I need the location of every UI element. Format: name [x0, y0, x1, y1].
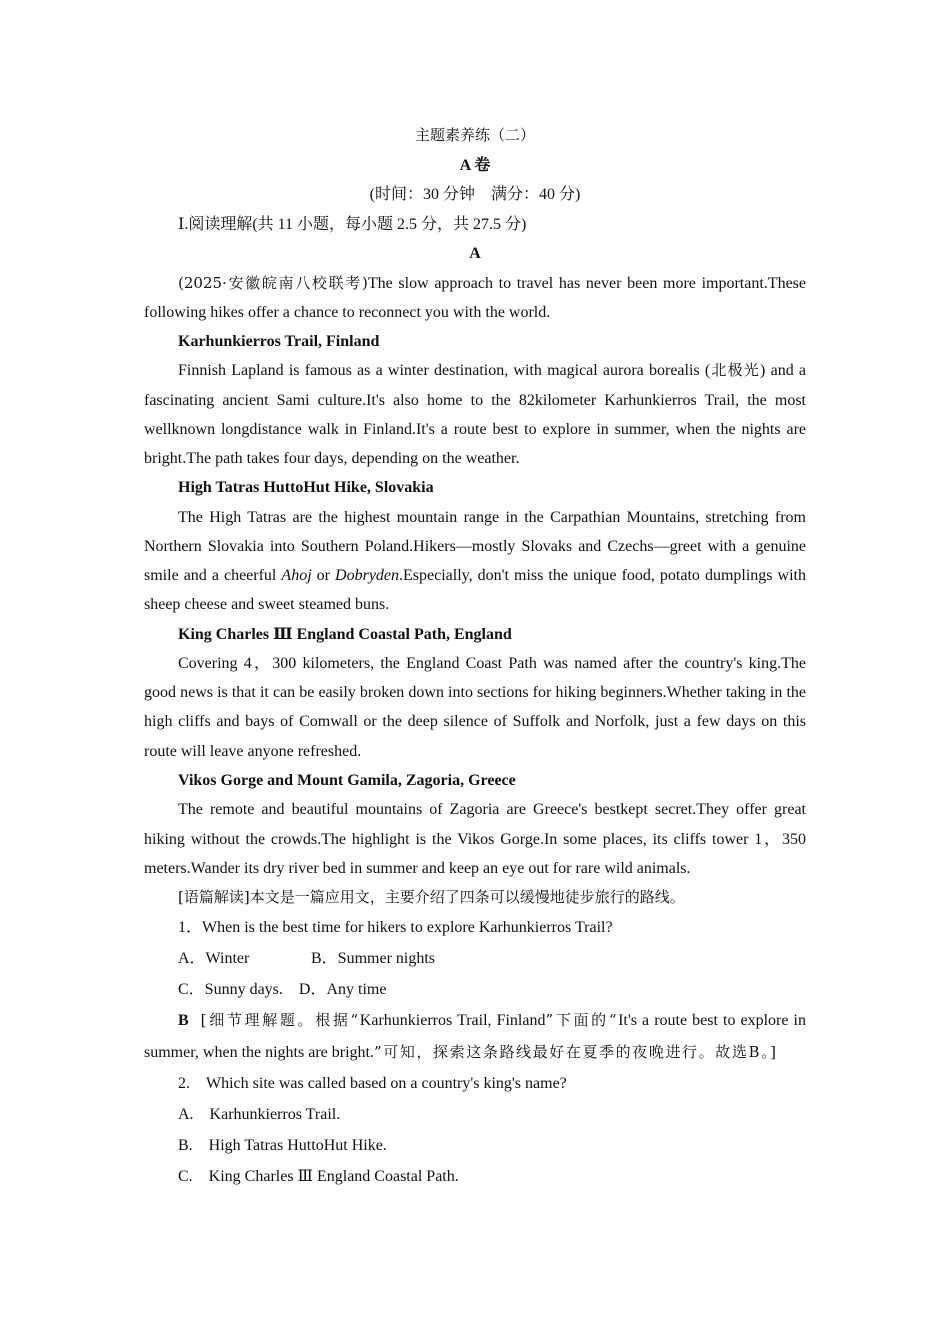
explanation-text: ”可知，探索这条路线最好在夏季的夜晚进行。故选B。] — [373, 1042, 778, 1061]
greeting-word: Ahoj — [281, 567, 312, 585]
worksheet-title: 主题素养练（二） — [414, 126, 535, 144]
question-stem: 2. Which site was called based on a country's king's name? — [178, 1075, 567, 1093]
trail-heading: Vikos Gorge and Mount Gamila, Zagoria, Greece — [178, 771, 516, 789]
option-b[interactable]: B. High Tatras HuttoHut Hike. — [178, 1137, 387, 1155]
explanation-text: ”下面的“ — [545, 1011, 619, 1030]
trail-text: or — [311, 567, 336, 585]
trail-text: The High Tatras are the highest mountain range in the Carpathian Mountains, stretching from Northern Slovakia into Southern Poland.Hikers—mostly Slovaks and Czechs—greet with a genuine smile and a cheerful — [144, 508, 806, 585]
chinese-gloss: 北极光 — [710, 361, 761, 380]
option-a[interactable]: A．Winter — [178, 950, 250, 968]
question-stem: 1．When is the best time for hikers to explore Karhunkierros Trail? — [178, 919, 613, 937]
intro-text: The slow approach to travel has never been more important.These following hikes offer a chance to reconnect you with the world. — [144, 274, 806, 321]
volume-label: A 卷 — [459, 156, 491, 174]
document-content — [144, 121, 806, 1192]
trail-heading: Karhunkierros Trail, Finland — [178, 332, 380, 350]
trail-text: .Especially, don't miss the unique food, potato dumplings with sheep cheese and sweet steamed buns. — [144, 567, 807, 614]
answer-letter: B — [178, 1012, 189, 1030]
explanation-text: [细节理解题。根据“ — [200, 1011, 360, 1030]
passage-source: (2025·安徽皖南八校联考) — [178, 273, 368, 292]
answer-explanation — [144, 1005, 806, 1068]
option-row — [144, 974, 806, 1005]
time-limit: (时间：30 分钟 满分：40 分) — [369, 186, 581, 203]
trail-description — [144, 503, 806, 620]
explanation-quote: It's a route best to explore in summer, when the nights are bright. — [144, 1012, 806, 1061]
option-c[interactable]: C. King Charles Ⅲ England Coastal Path. — [178, 1168, 459, 1186]
option-c[interactable]: C．Sunny days. — [178, 981, 283, 999]
trail-description: The remote and beautiful mountains of Zagoria are Greece's bestkept secret.They offer great hiking without the crowds.The highlight is the Vikos Gorge.In some places, its cliffs tower 1，350 meters.Wander its dry river bed in summer and keep an eye out for rare wild animals. — [144, 801, 806, 877]
option-d[interactable]: D．Any time — [298, 981, 387, 999]
option-row — [144, 943, 806, 974]
trail-text: ) and a fascinating ancient Sami culture.It's also home to the 82kilometer Karhunkierros Trail, the most wellknown longdistance walk in Finland.It's a route best to explore in summer, when the nights are bright.The path takes four days, depending on the weather. — [144, 362, 806, 468]
trail-description: Covering 4，300 kilometers, the England Coast Path was named after the country's king.The good news is that it can be easily broken down into sections for hiking beginners.Whether taking in the high cliffs and bays of Comwall or the deep silence of Suffolk and Norfolk, just a few days on this route will leave anyone refreshed. — [144, 655, 806, 760]
trail-heading: High Tatras HuttoHut Hike, Slovakia — [178, 479, 434, 497]
explanation-quote: Karhunkierros Trail, Finland — [359, 1012, 546, 1030]
passage-analysis: [语篇解读]本文是一篇应用文，主要介绍了四条可以缓慢地徒步旅行的路线。 — [178, 887, 685, 906]
greeting-word: Dobryden — [335, 567, 400, 585]
passage-intro — [144, 269, 806, 327]
trail-heading: King Charles Ⅲ England Coastal Path, England — [178, 625, 512, 643]
trail-description — [144, 356, 806, 473]
section-heading: Ⅰ.阅读理解(共 11 小题，每小题 2.5 分，共 27.5 分) — [178, 215, 527, 233]
passage-label: A — [469, 245, 481, 262]
option-a[interactable]: A. Karhunkierros Trail. — [178, 1106, 341, 1124]
trail-text: Finnish Lapland is famous as a winter destination, with magical aurora borealis ( — [178, 362, 711, 380]
option-b[interactable]: B．Summer nights — [311, 950, 436, 968]
